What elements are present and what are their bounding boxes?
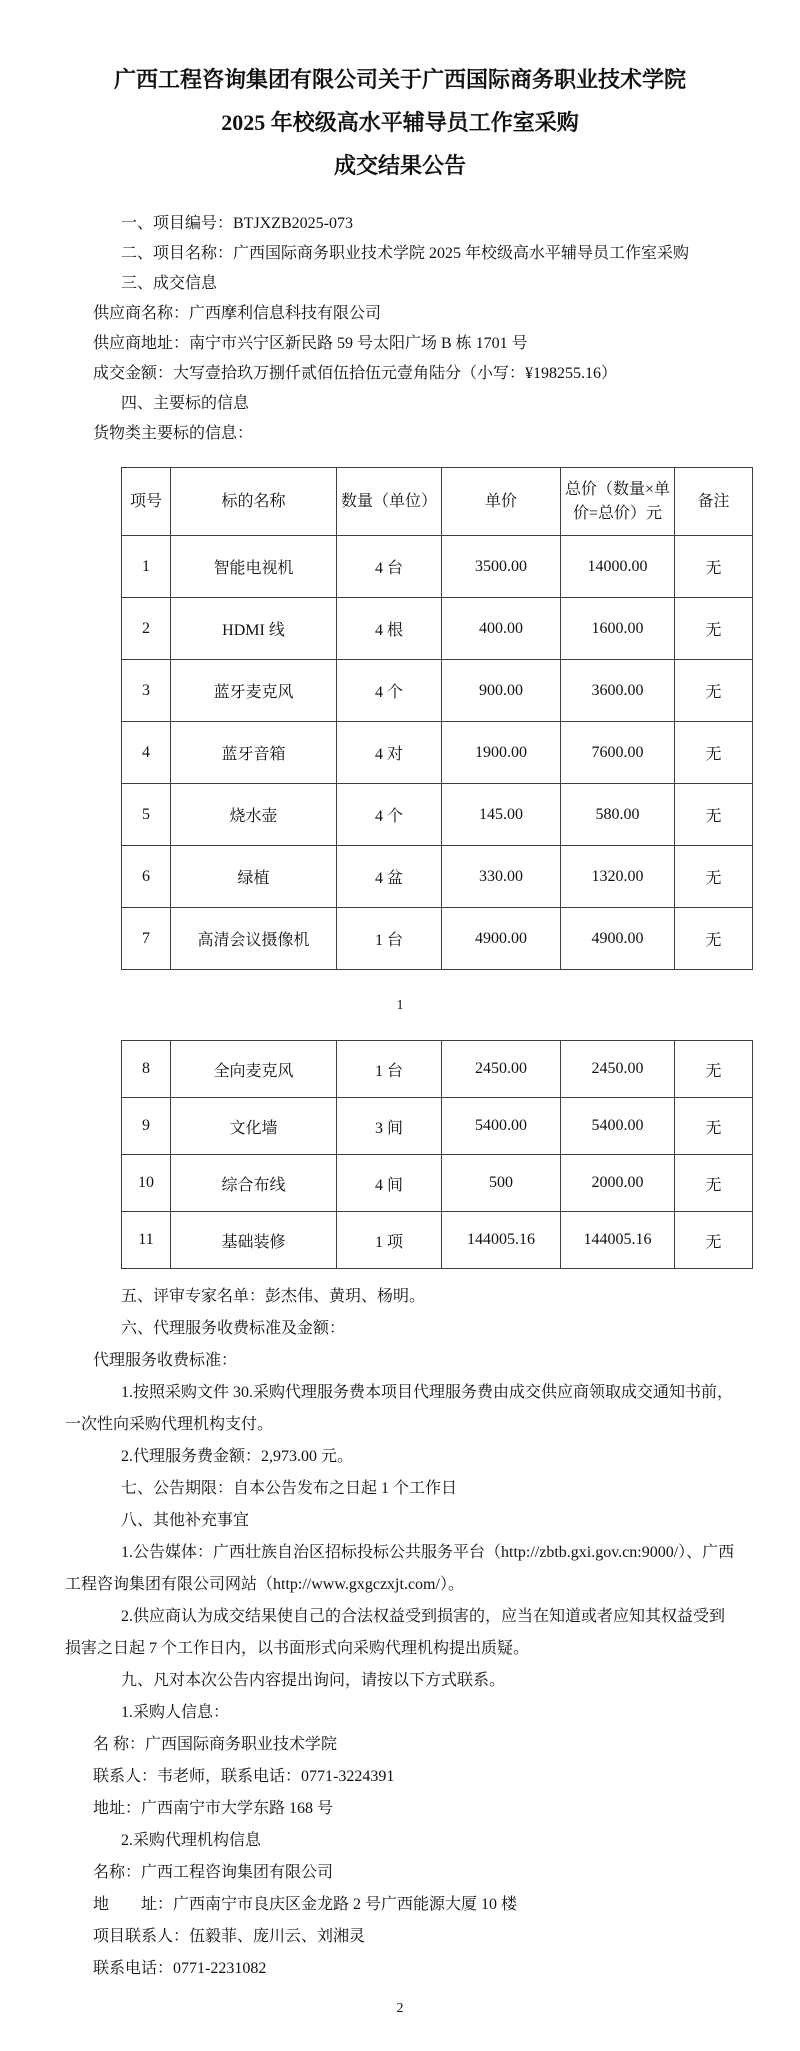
table-cell: 绿植 [171,846,337,908]
paragraph-contact-heading: 九、凡对本次公告内容提出询问，请按以下方式联系。 [121,1672,506,1689]
doc-title-line-1: 广西工程咨询集团有限公司关于广西国际商务职业技术学院 [113,67,686,92]
table-cell: 无 [675,722,753,784]
table-cell: 7 [122,908,171,970]
paragraph-supplier-name: 供应商名称：广西摩利信息科技有限公司 [93,305,382,322]
table-cell: 4 间 [337,1155,442,1212]
table-cell: 无 [675,660,753,722]
table-cell: 2450.00 [561,1041,675,1098]
table-cell: 14000.00 [561,536,675,598]
table-cell: 综合布线 [171,1155,337,1212]
page-number-2: 2 [396,2001,404,2016]
paragraph-agency-fee-amount: 2.代理服务费金额：2,973.00 元。 [121,1448,354,1465]
paragraph-project-number: 一、项目编号：BTJXZB2025-073 [121,215,354,232]
paragraph-supplier-address: 供应商地址：南宁市兴宁区新民路 59 号太阳广场 B 栋 1701 号 [93,335,528,352]
paragraph-award-info-heading: 三、成交信息 [121,275,218,292]
table-cell: 1 [122,536,171,598]
table-row [122,1098,753,1155]
paragraph-agency-address: 地 址：广西南宁市良庆区金龙路 2 号广西能源大厦 10 楼 [93,1896,518,1913]
paragraph-announcement-period: 七、公告期限：自本公告发布之日起 1 个工作日 [121,1480,458,1497]
table-cell: 580.00 [561,784,675,846]
table-row [122,784,753,846]
table-row [122,722,753,784]
table-cell: 智能电视机 [171,536,337,598]
page-number-1: 1 [396,998,404,1013]
table-cell: 1600.00 [561,598,675,660]
table-cell: 1320.00 [561,846,675,908]
table-cell: 1 台 [337,1041,442,1098]
paragraph-award-amount: 成交金额：大写壹拾玖万捌仟贰佰伍拾伍元壹角陆分（小写：¥198255.16） [93,365,618,382]
table-cell: 11 [122,1212,171,1269]
doc-title-line-2: 2025 年校级高水平辅导员工作室采购 [221,110,579,135]
table-cell: 400.00 [442,598,561,660]
paragraph-purchaser-name: 名 称：广西国际商务职业技术学院 [93,1736,338,1753]
table-cell: 4 个 [337,784,442,846]
table-row [122,660,753,722]
paragraph-main-subject-heading: 四、主要标的信息 [121,395,250,412]
paragraph-purchaser-address: 地址：广西南宁市大学东路 168 号 [93,1800,334,1817]
table-cell: 无 [675,1041,753,1098]
table-row [122,908,753,970]
table-row [122,536,753,598]
table-cell: 4 台 [337,536,442,598]
paragraph-experts: 五、评审专家名单：彭杰伟、黄玥、杨明。 [121,1288,426,1305]
table-cell: 4 盆 [337,846,442,908]
table-cell: 1 台 [337,908,442,970]
table-cell: 144005.16 [561,1212,675,1269]
paragraph-agency-name: 名称：广西工程咨询集团有限公司 [93,1864,334,1881]
table-cell: 5400.00 [561,1098,675,1155]
table-cell: HDMI 线 [171,598,337,660]
table-cell: 无 [675,1155,753,1212]
table-cell: 2450.00 [442,1041,561,1098]
table-cell: 1900.00 [442,722,561,784]
section-info [65,209,735,449]
table-cell: 500 [442,1155,561,1212]
table-cell: 无 [675,908,753,970]
table-cell: 145.00 [442,784,561,846]
paragraph-objection-notice: 2.供应商认为成交结果使自己的合法权益受到损害的，应当在知道或者应知其权益受到损害之日起 7 个工作日内，以书面形式向采购代理机构提出质疑。 [65,1608,726,1657]
table-cell: 144005.16 [442,1212,561,1269]
paragraph-agency-contacts: 项目联系人：伍毅菲、庞川云、刘湘灵 [93,1928,366,1945]
table-cell: 文化墙 [171,1098,337,1155]
table-cell: 330.00 [442,846,561,908]
table-cell: 5 [122,784,171,846]
table-cell: 5400.00 [442,1098,561,1155]
table-cell: 烧水壶 [171,784,337,846]
table-cell: 2000.00 [561,1155,675,1212]
col-header-subject-name: 标的名称 [171,468,337,536]
table-cell: 8 [122,1041,171,1098]
table-cell: 无 [675,598,753,660]
table-cell: 4900.00 [442,908,561,970]
col-header-item-no: 项号 [122,468,171,536]
table-cell: 10 [122,1155,171,1212]
table-cell: 2 [122,598,171,660]
table-cell: 4 个 [337,660,442,722]
doc-title-line-3: 成交结果公告 [333,153,466,178]
col-header-remark: 备注 [675,468,753,536]
table-cell: 无 [675,536,753,598]
col-header-total-price: 总价（数量×单价=总价）元 [561,468,675,536]
table-cell: 高清会议摄像机 [171,908,337,970]
table-cell: 3500.00 [442,536,561,598]
table-cell: 无 [675,846,753,908]
table-header-row [122,468,753,536]
table-row [122,1212,753,1269]
table-cell: 蓝牙音箱 [171,722,337,784]
section-notes [65,1281,735,1985]
paragraph-agency-fee-standard-label: 代理服务收费标准： [93,1352,238,1369]
table-cell: 9 [122,1098,171,1155]
goods-table-page2 [121,1040,753,1269]
paragraph-announcement-media: 1.公告媒体：广西壮族自治区招标投标公共服务平台（http://zbtb.gxi.gov.cn:9000/）、广西工程咨询集团有限公司网站（http://www.gxgczxjt.com/）。 [65,1544,735,1593]
table-cell: 4 对 [337,722,442,784]
table-row [122,1041,753,1098]
goods-table-page1 [121,467,753,970]
table-cell: 无 [675,1212,753,1269]
paragraph-purchaser-info-label: 1.采购人信息： [121,1704,230,1721]
paragraph-goods-info-label: 货物类主要标的信息： [93,425,254,442]
table-cell: 3 间 [337,1098,442,1155]
doc-title [65,0,735,187]
table-cell: 4 根 [337,598,442,660]
paragraph-other-matters-heading: 八、其他补充事宜 [121,1512,250,1529]
table-cell: 基础装修 [171,1212,337,1269]
table-cell: 无 [675,1098,753,1155]
table-cell: 3 [122,660,171,722]
paragraph-agency-info-label: 2.采购代理机构信息 [121,1832,262,1849]
col-header-unit-price: 单价 [442,468,561,536]
col-header-quantity: 数量（单位） [337,468,442,536]
table-cell: 6 [122,846,171,908]
paragraph-purchaser-contact: 联系人：韦老师，联系电话：0771-3224391 [93,1768,395,1785]
table-cell: 7600.00 [561,722,675,784]
table-row [122,846,753,908]
table-cell: 3600.00 [561,660,675,722]
table-row [122,1155,753,1212]
table-cell: 蓝牙麦克风 [171,660,337,722]
paragraph-agency-fee-standard: 1.按照采购文件 30.采购代理服务费本项目代理服务费由成交供应商领取成交通知书前，一次性向采购代理机构支付。 [65,1384,734,1433]
table-cell: 4900.00 [561,908,675,970]
paragraph-agency-phone: 联系电话：0771-2231082 [93,1960,267,1977]
table-cell: 无 [675,784,753,846]
table-cell: 1 项 [337,1212,442,1269]
table-cell: 全向麦克风 [171,1041,337,1098]
table-cell: 900.00 [442,660,561,722]
table-cell: 4 [122,722,171,784]
table-row [122,598,753,660]
paragraph-agency-fee-heading: 六、代理服务收费标准及金额： [121,1320,346,1337]
paragraph-project-name: 二、项目名称：广西国际商务职业技术学院 2025 年校级高水平辅导员工作室采购 [121,245,690,262]
